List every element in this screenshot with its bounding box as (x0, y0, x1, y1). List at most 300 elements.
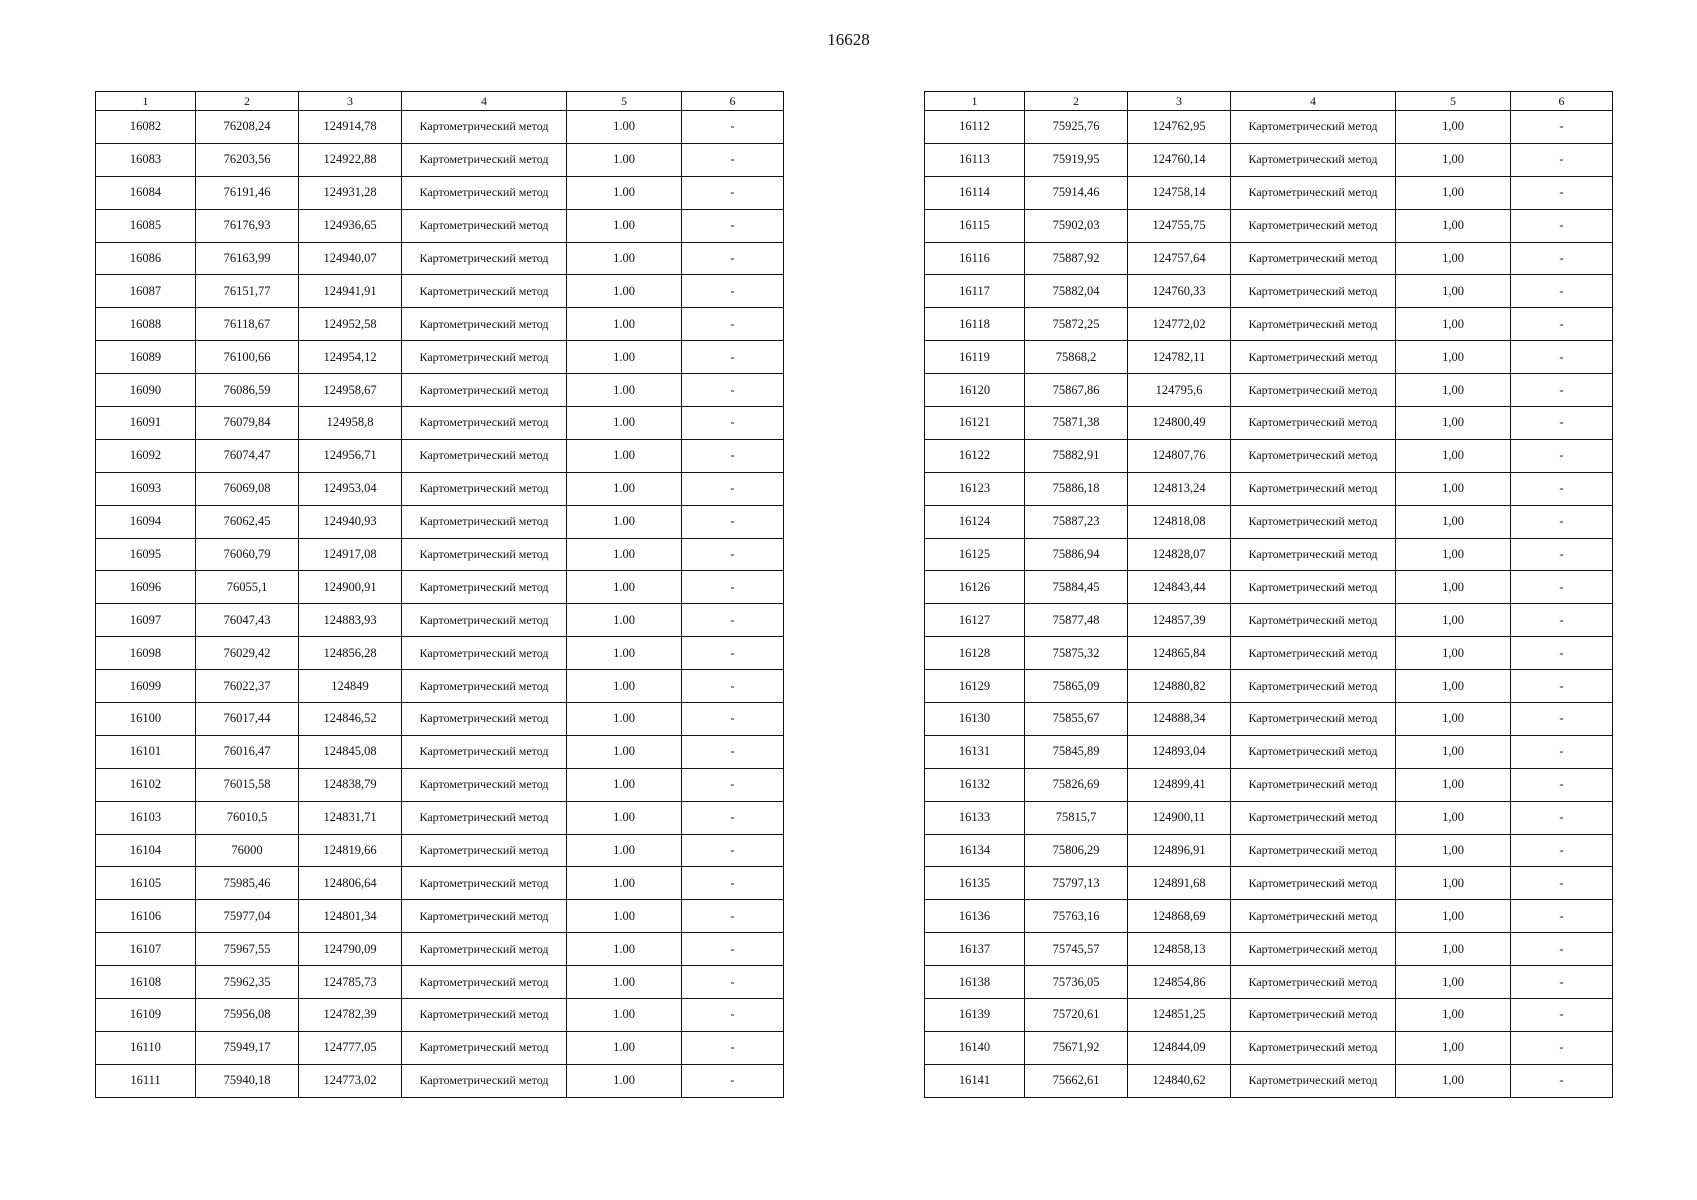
note-cell: - (682, 308, 784, 341)
x-coordinate-cell: 75886,18 (1025, 472, 1128, 505)
table-row (925, 933, 1613, 966)
method-cell: Картометрический метод (402, 670, 567, 703)
table-row (925, 341, 1613, 374)
y-coordinate-cell: 124958,67 (299, 374, 402, 407)
method-cell: Картометрический метод (1231, 242, 1396, 275)
y-coordinate-cell: 124865,84 (1128, 637, 1231, 670)
x-coordinate-cell: 75662,61 (1025, 1064, 1128, 1097)
method-cell: Картометрический метод (402, 867, 567, 900)
method-cell: Картометрический метод (402, 407, 567, 440)
method-cell: Картометрический метод (402, 735, 567, 768)
point-number-cell: 16107 (96, 933, 196, 966)
method-cell: Картометрический метод (402, 439, 567, 472)
table-row (96, 735, 784, 768)
precision-cell: 1.00 (567, 472, 682, 505)
point-number-cell: 16089 (96, 341, 196, 374)
point-number-cell: 16137 (925, 933, 1025, 966)
x-coordinate-cell: 76010,5 (196, 801, 299, 834)
point-number-cell: 16110 (96, 1031, 196, 1064)
x-coordinate-cell: 76151,77 (196, 275, 299, 308)
column-header: 3 (299, 92, 402, 111)
precision-cell: 1,00 (1396, 505, 1511, 538)
y-coordinate-cell: 124819,66 (299, 834, 402, 867)
table-row (925, 735, 1613, 768)
table-row (96, 143, 784, 176)
point-number-cell: 16086 (96, 242, 196, 275)
method-cell: Картометрический метод (1231, 1031, 1396, 1064)
x-coordinate-cell: 75745,57 (1025, 933, 1128, 966)
precision-cell: 1.00 (567, 143, 682, 176)
point-number-cell: 16128 (925, 637, 1025, 670)
note-cell: - (1511, 801, 1613, 834)
x-coordinate-cell: 76047,43 (196, 604, 299, 637)
point-number-cell: 16141 (925, 1064, 1025, 1097)
y-coordinate-cell: 124856,28 (299, 637, 402, 670)
table-row (96, 1064, 784, 1097)
x-coordinate-cell: 76055,1 (196, 571, 299, 604)
table-row (925, 867, 1613, 900)
precision-cell: 1,00 (1396, 1031, 1511, 1064)
note-cell: - (1511, 472, 1613, 505)
precision-cell: 1,00 (1396, 703, 1511, 736)
precision-cell: 1.00 (567, 735, 682, 768)
y-coordinate-cell: 124760,33 (1128, 275, 1231, 308)
x-coordinate-cell: 75671,92 (1025, 1031, 1128, 1064)
x-coordinate-cell: 75962,35 (196, 966, 299, 999)
table-row (96, 111, 784, 144)
point-number-cell: 16111 (96, 1064, 196, 1097)
precision-cell: 1.00 (567, 176, 682, 209)
x-coordinate-cell: 75736,05 (1025, 966, 1128, 999)
point-number-cell: 16136 (925, 900, 1025, 933)
note-cell: - (682, 176, 784, 209)
note-cell: - (682, 341, 784, 374)
precision-cell: 1,00 (1396, 242, 1511, 275)
point-number-cell: 16101 (96, 735, 196, 768)
note-cell: - (682, 867, 784, 900)
precision-cell: 1.00 (567, 209, 682, 242)
x-coordinate-cell: 75868,2 (1025, 341, 1128, 374)
method-cell: Картометрический метод (402, 242, 567, 275)
x-coordinate-cell: 75956,08 (196, 999, 299, 1032)
table-row (96, 1031, 784, 1064)
y-coordinate-cell: 124891,68 (1128, 867, 1231, 900)
note-cell: - (682, 637, 784, 670)
point-number-cell: 16082 (96, 111, 196, 144)
note-cell: - (1511, 439, 1613, 472)
y-coordinate-cell: 124940,07 (299, 242, 402, 275)
x-coordinate-cell: 76062,45 (196, 505, 299, 538)
column-header: 5 (1396, 92, 1511, 111)
note-cell: - (682, 505, 784, 538)
y-coordinate-cell: 124854,86 (1128, 966, 1231, 999)
y-coordinate-cell: 124931,28 (299, 176, 402, 209)
note-cell: - (1511, 933, 1613, 966)
x-coordinate-cell: 75875,32 (1025, 637, 1128, 670)
method-cell: Картометрический метод (1231, 308, 1396, 341)
y-coordinate-cell: 124896,91 (1128, 834, 1231, 867)
x-coordinate-cell: 75867,86 (1025, 374, 1128, 407)
precision-cell: 1,00 (1396, 143, 1511, 176)
method-cell: Картометрический метод (402, 571, 567, 604)
precision-cell: 1.00 (567, 1064, 682, 1097)
x-coordinate-cell: 76191,46 (196, 176, 299, 209)
table-header-row (925, 92, 1613, 111)
x-coordinate-cell: 76029,42 (196, 637, 299, 670)
y-coordinate-cell: 124807,76 (1128, 439, 1231, 472)
note-cell: - (682, 1064, 784, 1097)
point-number-cell: 16084 (96, 176, 196, 209)
method-cell: Картометрический метод (1231, 176, 1396, 209)
y-coordinate-cell: 124795,6 (1128, 374, 1231, 407)
method-cell: Картометрический метод (1231, 538, 1396, 571)
precision-cell: 1.00 (567, 933, 682, 966)
table-row (925, 1031, 1613, 1064)
x-coordinate-cell: 75871,38 (1025, 407, 1128, 440)
y-coordinate-cell: 124868,69 (1128, 900, 1231, 933)
coordinates-table-left (95, 91, 784, 1098)
method-cell: Картометрический метод (402, 111, 567, 144)
note-cell: - (1511, 637, 1613, 670)
note-cell: - (1511, 604, 1613, 637)
table-row (925, 900, 1613, 933)
page-number: 16628 (827, 30, 870, 49)
x-coordinate-cell: 75949,17 (196, 1031, 299, 1064)
y-coordinate-cell: 124899,41 (1128, 768, 1231, 801)
point-number-cell: 16096 (96, 571, 196, 604)
x-coordinate-cell: 75763,16 (1025, 900, 1128, 933)
method-cell: Картометрический метод (1231, 670, 1396, 703)
y-coordinate-cell: 124844,09 (1128, 1031, 1231, 1064)
x-coordinate-cell: 75967,55 (196, 933, 299, 966)
point-number-cell: 16121 (925, 407, 1025, 440)
table-row (925, 111, 1613, 144)
method-cell: Картометрический метод (1231, 571, 1396, 604)
method-cell: Картометрический метод (1231, 374, 1396, 407)
precision-cell: 1,00 (1396, 801, 1511, 834)
note-cell: - (1511, 703, 1613, 736)
x-coordinate-cell: 75977,04 (196, 900, 299, 933)
precision-cell: 1.00 (567, 407, 682, 440)
table-row (925, 439, 1613, 472)
point-number-cell: 16103 (96, 801, 196, 834)
table-row (96, 275, 784, 308)
y-coordinate-cell: 124800,49 (1128, 407, 1231, 440)
note-cell: - (682, 966, 784, 999)
precision-cell: 1.00 (567, 670, 682, 703)
note-cell: - (682, 801, 784, 834)
table-row (925, 1064, 1613, 1097)
precision-cell: 1,00 (1396, 439, 1511, 472)
x-coordinate-cell: 76163,99 (196, 242, 299, 275)
table-row (96, 933, 784, 966)
table-row (925, 999, 1613, 1032)
x-coordinate-cell: 76016,47 (196, 735, 299, 768)
note-cell: - (682, 143, 784, 176)
precision-cell: 1.00 (567, 308, 682, 341)
note-cell: - (682, 703, 784, 736)
point-number-cell: 16124 (925, 505, 1025, 538)
method-cell: Картометрический метод (402, 374, 567, 407)
column-header: 4 (402, 92, 567, 111)
point-number-cell: 16134 (925, 834, 1025, 867)
column-header: 3 (1128, 92, 1231, 111)
precision-cell: 1.00 (567, 604, 682, 637)
y-coordinate-cell: 124940,93 (299, 505, 402, 538)
x-coordinate-cell: 75826,69 (1025, 768, 1128, 801)
point-number-cell: 16127 (925, 604, 1025, 637)
x-coordinate-cell: 75882,04 (1025, 275, 1128, 308)
note-cell: - (682, 900, 784, 933)
table-row (925, 768, 1613, 801)
note-cell: - (1511, 1064, 1613, 1097)
note-cell: - (1511, 538, 1613, 571)
note-cell: - (682, 571, 784, 604)
table-row (96, 999, 784, 1032)
point-number-cell: 16129 (925, 670, 1025, 703)
y-coordinate-cell: 124840,62 (1128, 1064, 1231, 1097)
table-row (96, 341, 784, 374)
method-cell: Картометрический метод (402, 768, 567, 801)
note-cell: - (682, 768, 784, 801)
note-cell: - (682, 933, 784, 966)
table-row (925, 176, 1613, 209)
note-cell: - (1511, 768, 1613, 801)
point-number-cell: 16118 (925, 308, 1025, 341)
x-coordinate-cell: 75940,18 (196, 1064, 299, 1097)
method-cell: Картометрический метод (402, 1031, 567, 1064)
x-coordinate-cell: 75886,94 (1025, 538, 1128, 571)
table-row (96, 834, 784, 867)
y-coordinate-cell: 124914,78 (299, 111, 402, 144)
precision-cell: 1,00 (1396, 176, 1511, 209)
method-cell: Картометрический метод (402, 176, 567, 209)
point-number-cell: 16125 (925, 538, 1025, 571)
method-cell: Картометрический метод (402, 801, 567, 834)
method-cell: Картометрический метод (402, 143, 567, 176)
point-number-cell: 16135 (925, 867, 1025, 900)
note-cell: - (1511, 867, 1613, 900)
point-number-cell: 16132 (925, 768, 1025, 801)
note-cell: - (1511, 966, 1613, 999)
method-cell: Картометрический метод (1231, 703, 1396, 736)
x-coordinate-cell: 75914,46 (1025, 176, 1128, 209)
precision-cell: 1,00 (1396, 472, 1511, 505)
method-cell: Картометрический метод (1231, 801, 1396, 834)
precision-cell: 1,00 (1396, 933, 1511, 966)
y-coordinate-cell: 124790,09 (299, 933, 402, 966)
precision-cell: 1,00 (1396, 308, 1511, 341)
y-coordinate-cell: 124760,14 (1128, 143, 1231, 176)
method-cell: Картометрический метод (402, 703, 567, 736)
precision-cell: 1,00 (1396, 275, 1511, 308)
table-row (96, 439, 784, 472)
y-coordinate-cell: 124818,08 (1128, 505, 1231, 538)
method-cell: Картометрический метод (402, 275, 567, 308)
note-cell: - (682, 439, 784, 472)
precision-cell: 1,00 (1396, 209, 1511, 242)
x-coordinate-cell: 75877,48 (1025, 604, 1128, 637)
point-number-cell: 16140 (925, 1031, 1025, 1064)
table-row (96, 900, 784, 933)
y-coordinate-cell: 124851,25 (1128, 999, 1231, 1032)
column-header: 1 (925, 92, 1025, 111)
point-number-cell: 16120 (925, 374, 1025, 407)
method-cell: Картометрический метод (1231, 407, 1396, 440)
point-number-cell: 16116 (925, 242, 1025, 275)
precision-cell: 1,00 (1396, 735, 1511, 768)
method-cell: Картометрический метод (1231, 933, 1396, 966)
method-cell: Картометрический метод (402, 472, 567, 505)
point-number-cell: 16102 (96, 768, 196, 801)
y-coordinate-cell: 124762,95 (1128, 111, 1231, 144)
y-coordinate-cell: 124757,64 (1128, 242, 1231, 275)
note-cell: - (682, 374, 784, 407)
method-cell: Картометрический метод (1231, 341, 1396, 374)
method-cell: Картометрический метод (1231, 143, 1396, 176)
x-coordinate-cell: 76118,67 (196, 308, 299, 341)
x-coordinate-cell: 76000 (196, 834, 299, 867)
y-coordinate-cell: 124958,8 (299, 407, 402, 440)
precision-cell: 1,00 (1396, 538, 1511, 571)
y-coordinate-cell: 124843,44 (1128, 571, 1231, 604)
method-cell: Картометрический метод (402, 966, 567, 999)
point-number-cell: 16114 (925, 176, 1025, 209)
note-cell: - (1511, 407, 1613, 440)
precision-cell: 1.00 (567, 341, 682, 374)
precision-cell: 1.00 (567, 703, 682, 736)
table-row (96, 209, 784, 242)
x-coordinate-cell: 75815,7 (1025, 801, 1128, 834)
table-row (96, 571, 784, 604)
note-cell: - (682, 999, 784, 1032)
table-row (925, 472, 1613, 505)
method-cell: Картометрический метод (1231, 900, 1396, 933)
x-coordinate-cell: 76017,44 (196, 703, 299, 736)
point-number-cell: 16093 (96, 472, 196, 505)
y-coordinate-cell: 124773,02 (299, 1064, 402, 1097)
precision-cell: 1,00 (1396, 670, 1511, 703)
y-coordinate-cell: 124758,14 (1128, 176, 1231, 209)
y-coordinate-cell: 124846,52 (299, 703, 402, 736)
x-coordinate-cell: 75919,95 (1025, 143, 1128, 176)
method-cell: Картометрический метод (402, 637, 567, 670)
precision-cell: 1,00 (1396, 966, 1511, 999)
x-coordinate-cell: 76100,66 (196, 341, 299, 374)
point-number-cell: 16122 (925, 439, 1025, 472)
note-cell: - (1511, 505, 1613, 538)
table-row (925, 571, 1613, 604)
method-cell: Картометрический метод (402, 999, 567, 1032)
y-coordinate-cell: 124858,13 (1128, 933, 1231, 966)
precision-cell: 1.00 (567, 275, 682, 308)
table-header-row (96, 92, 784, 111)
method-cell: Картометрический метод (1231, 275, 1396, 308)
point-number-cell: 16104 (96, 834, 196, 867)
precision-cell: 1,00 (1396, 867, 1511, 900)
precision-cell: 1.00 (567, 374, 682, 407)
x-coordinate-cell: 75872,25 (1025, 308, 1128, 341)
method-cell: Картометрический метод (402, 308, 567, 341)
table-row (96, 604, 784, 637)
table-row (96, 242, 784, 275)
x-coordinate-cell: 76069,08 (196, 472, 299, 505)
note-cell: - (1511, 670, 1613, 703)
table-row (925, 209, 1613, 242)
table-row (96, 703, 784, 736)
precision-cell: 1.00 (567, 505, 682, 538)
table-row (925, 143, 1613, 176)
y-coordinate-cell: 124917,08 (299, 538, 402, 571)
note-cell: - (682, 735, 784, 768)
note-cell: - (1511, 1031, 1613, 1064)
note-cell: - (682, 472, 784, 505)
x-coordinate-cell: 76086,59 (196, 374, 299, 407)
method-cell: Картометрический метод (402, 209, 567, 242)
precision-cell: 1,00 (1396, 1064, 1511, 1097)
note-cell: - (682, 538, 784, 571)
x-coordinate-cell: 75925,76 (1025, 111, 1128, 144)
method-cell: Картометрический метод (402, 834, 567, 867)
table-row (96, 768, 784, 801)
method-cell: Картометрический метод (1231, 111, 1396, 144)
precision-cell: 1.00 (567, 111, 682, 144)
table-row (96, 308, 784, 341)
note-cell: - (1511, 143, 1613, 176)
y-coordinate-cell: 124782,11 (1128, 341, 1231, 374)
precision-cell: 1,00 (1396, 407, 1511, 440)
x-coordinate-cell: 76079,84 (196, 407, 299, 440)
y-coordinate-cell: 124777,05 (299, 1031, 402, 1064)
method-cell: Картометрический метод (402, 604, 567, 637)
method-cell: Картометрический метод (1231, 604, 1396, 637)
precision-cell: 1.00 (567, 867, 682, 900)
precision-cell: 1,00 (1396, 768, 1511, 801)
table-row (96, 538, 784, 571)
precision-cell: 1.00 (567, 900, 682, 933)
precision-cell: 1.00 (567, 966, 682, 999)
y-coordinate-cell: 124857,39 (1128, 604, 1231, 637)
precision-cell: 1.00 (567, 801, 682, 834)
point-number-cell: 16117 (925, 275, 1025, 308)
column-header: 6 (1511, 92, 1613, 111)
note-cell: - (682, 275, 784, 308)
point-number-cell: 16105 (96, 867, 196, 900)
table-row (96, 176, 784, 209)
point-number-cell: 16092 (96, 439, 196, 472)
method-cell: Картометрический метод (402, 1064, 567, 1097)
method-cell: Картометрический метод (1231, 768, 1396, 801)
precision-cell: 1,00 (1396, 571, 1511, 604)
column-header: 4 (1231, 92, 1396, 111)
note-cell: - (682, 1031, 784, 1064)
note-cell: - (682, 834, 784, 867)
table-row (96, 670, 784, 703)
table-row (96, 966, 784, 999)
note-cell: - (1511, 834, 1613, 867)
y-coordinate-cell: 124888,34 (1128, 703, 1231, 736)
table-row (925, 505, 1613, 538)
precision-cell: 1,00 (1396, 900, 1511, 933)
column-header: 2 (196, 92, 299, 111)
method-cell: Картометрический метод (1231, 999, 1396, 1032)
point-number-cell: 16138 (925, 966, 1025, 999)
y-coordinate-cell: 124806,64 (299, 867, 402, 900)
point-number-cell: 16083 (96, 143, 196, 176)
column-header: 6 (682, 92, 784, 111)
y-coordinate-cell: 124956,71 (299, 439, 402, 472)
table-row (96, 867, 784, 900)
